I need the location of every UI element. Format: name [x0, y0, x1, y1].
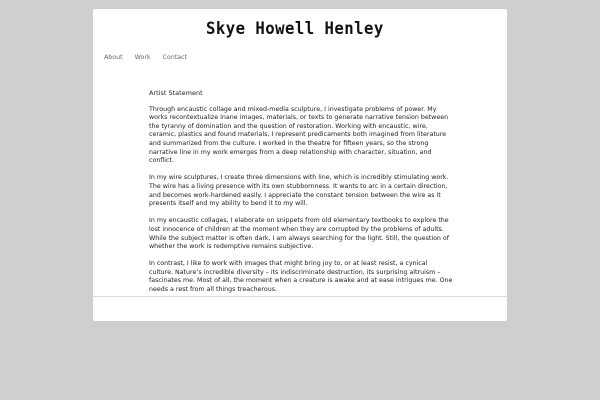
statement-paragraph-1: Through encaustic collage and mixed-media sculpture, I investigate problems of power. My works recontextualize inane images, materials, or texts to generate narrative tension between the tyranny of domination and the question of restoration. Working with encaustic, wire, ceramic, plastics and found materials, I represent predicaments both imagined from literature and summarized from the culture. I worked in the theatre for fifteen years, so the strong narrative line in my work emerges from a deep relationship with character, situation, and conflict.: [149, 105, 449, 165]
artist-statement: [149, 89, 453, 303]
page-card: [93, 9, 507, 321]
nav-about-link[interactable]: About: [104, 54, 123, 61]
nav-work-link[interactable]: Work: [134, 54, 151, 61]
statement-heading: Artist Statement: [149, 89, 203, 97]
nav-contact-link[interactable]: Contact: [162, 54, 188, 61]
footer-divider: [93, 296, 507, 297]
statement-paragraph-4: In contrast, I like to work with images that might bring joy to, or at least resist, a cynical culture. Nature’s incredible diversity – its indiscriminate destruction, its surprising altruism – fascinates me. Most of all, the moment when a creature is awake and at ease intrigues me. One needs a rest from all things treacherous.: [149, 260, 453, 294]
site-title[interactable]: Skye Howell Henley: [206, 19, 384, 39]
statement-paragraph-2: In my wire sculptures, I create three dimensions with line, which is incredibly stimulating work. The wire has a living presence with its own stubbornness. It wants to arc in a certain direction, and becomes work-hardened easily. I appreciate the constant tension between the wire as it presents itself and my ability to bend it to my will.: [149, 174, 449, 208]
statement-paragraph-3: In my encaustic collages, I elaborate on snippets from old elementary textbooks to explore the lost innocence of children at the moment when they are corrupted by the problems of adults. While the subject matter is often dark, I am always searching for the light. Still, the question of whether the work is redemptive remains subjective.: [149, 217, 449, 251]
main-nav: [104, 52, 187, 64]
